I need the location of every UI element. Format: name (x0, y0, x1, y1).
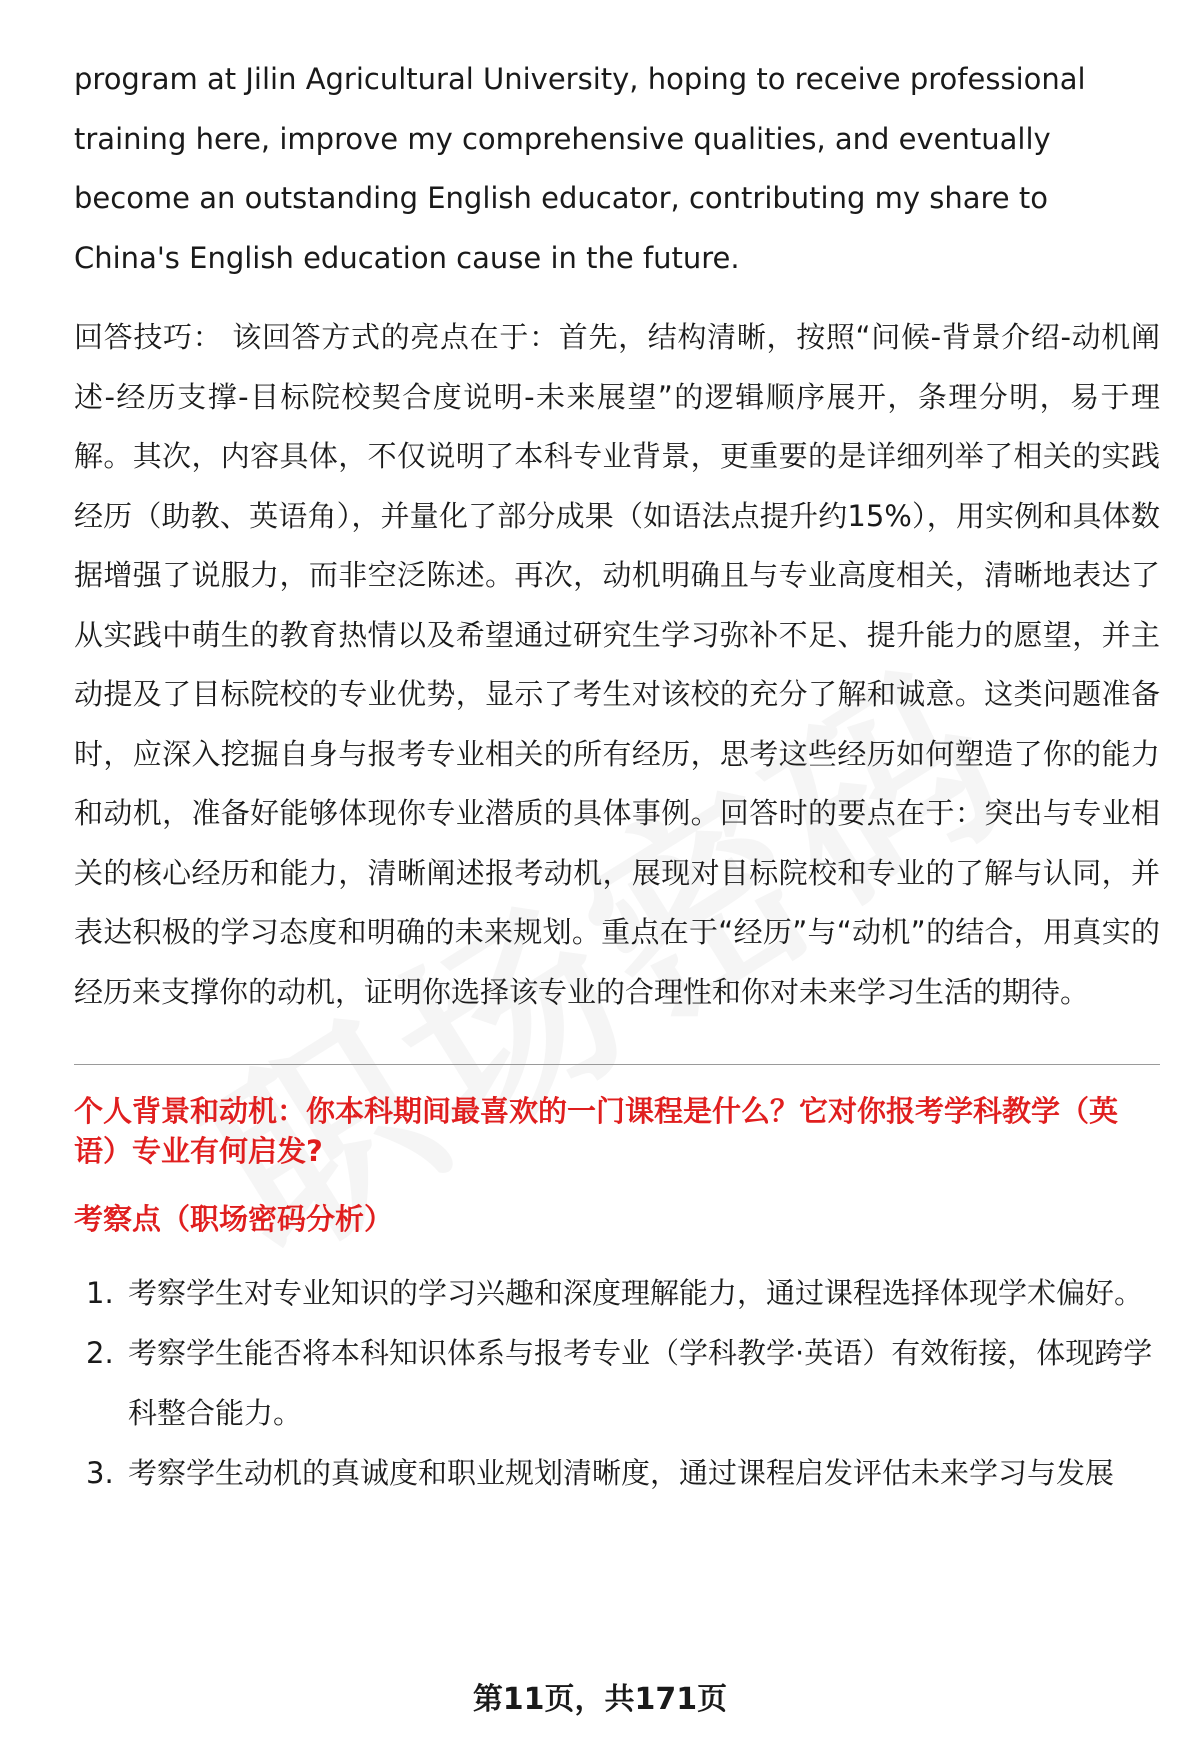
list-item-text: 考察学生对专业知识的学习兴趣和深度理解能力，通过课程选择体现学术偏好。 (128, 1276, 1144, 1310)
page-number-footer: 第11页，共171页 (472, 1682, 728, 1717)
page-content (74, 50, 1160, 1503)
list-item (74, 1443, 1160, 1503)
answer-tips-paragraph: 回答技巧： 该回答方式的亮点在于：首先，结构清晰，按照“问候-背景介绍-动机阐述-经历支撑-目标院校契合度说明-未来展望”的逻辑顺序展开，条理分明，易于理解。其次，内容具体，不仅说明了本科专业背景，更重要的是详细列举了相关的实践经历（助教、英语角），并量化了部分成果（如语法点提升约15%），用实例和具体数据增强了说服力，而非空泛陈述。再次，动机明确且与专业高度相关，清晰地表达了从实践中萌生的教育热情以及希望通过研究生学习弥补不足、提升能力的愿望，并主动提及了目标院校的专业优势，显示了考生对该校的充分了解和诚意。这类问题准备时，应深入挖掘自身与报考专业相关的所有经历，思考这些经历如何塑造了你的能力和动机，准备好能够体现你专业潜质的具体事例。回答时的要点在于：突出与专业相关的核心经历和能力，清晰阐述报考动机，展现对目标院校和专业的了解与认同，并表达积极的学习态度和明确的未来规划。重点在于“经历”与“动机”的结合，用真实的经历来支撑你的动机，证明你选择该专业的合理性和你对未来学习生活的期待。 (74, 320, 1160, 1009)
list-item (74, 1263, 1160, 1323)
list-item-text: 考察学生能否将本科知识体系与报考专业（学科教学·英语）有效衔接，体现跨学科整合能力。 (128, 1336, 1153, 1430)
list-item (74, 1323, 1160, 1443)
list-item-text: 考察学生动机的真诚度和职业规划清晰度，通过课程启发评估未来学习与发展 (128, 1456, 1115, 1490)
intro-paragraph: program at Jilin Agricultural University, hoping to receive professional training here, improve my comprehensive qualities, and eventually become an outstanding English educator, contributing my share to China's English education cause in the future. (74, 62, 1086, 275)
question-heading: 个人背景和动机：你本科期间最喜欢的一门课程是什么？它对你报考学科教学（英语）专业有何启发? (74, 1094, 1119, 1168)
list-item-number: 3. (86, 1456, 114, 1490)
list-item-number: 1. (86, 1276, 114, 1310)
section-title: 考察点（职场密码分析） (74, 1202, 394, 1236)
points-list (74, 1263, 1160, 1503)
list-item-number: 2. (86, 1336, 114, 1370)
section-divider (74, 1064, 1160, 1065)
